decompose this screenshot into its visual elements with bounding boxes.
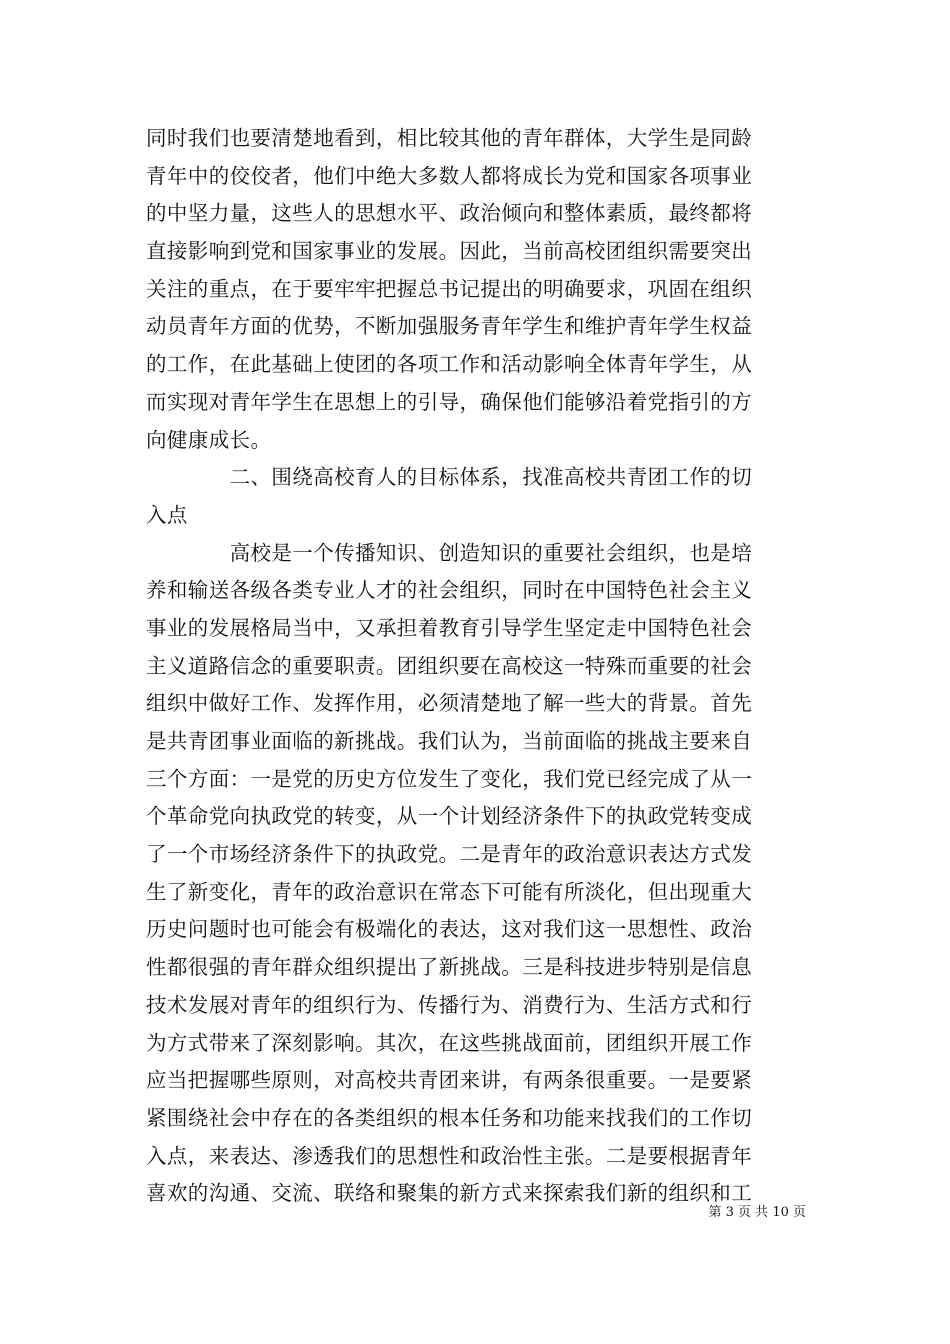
text-line: 主义道路信念的重要职责。团组织要在高校这一特殊而重要的社会 (146, 653, 753, 678)
section-heading: 二、围绕高校育人的目标体系，找准高校共青团工作的切 (146, 465, 753, 490)
text-line: 紧围绕社会中存在的各类组织的根本任务和功能来找我们的工作切 (146, 1105, 753, 1130)
section-heading-continuation: 入点 (146, 502, 188, 527)
page-number-footer: 第 3 页 共 10 页 (708, 1205, 806, 1220)
text-line: 动员青年方面的优势，不断加强服务青年学生和维护青年学生权益 (146, 314, 753, 339)
text-line: 养和输送各级各类专业人才的社会组织，同时在中国特色社会主义 (146, 578, 753, 603)
text-line: 向健康成长。 (146, 427, 272, 452)
text-line: 了一个市场经济条件下的执政党。二是青年的政治意识表达方式发 (146, 842, 753, 867)
text-line: 性都很强的青年群众组织提出了新挑战。三是科技进步特别是信息 (146, 955, 753, 980)
text-line: 入点，来表达、渗透我们的思想性和政治性主张。二是要根据青年 (146, 1143, 753, 1168)
text-line: 是共青团事业面临的新挑战。我们认为，当前面临的挑战主要来自 (146, 729, 753, 753)
text-line: 的工作，在此基础上使团的各项工作和活动影响全体青年学生，从 (146, 352, 753, 377)
text-line: 同时我们也要清楚地看到，相比较其他的青年群体，大学生是同龄 (146, 126, 753, 150)
text-line: 技术发展对青年的组织行为、传播行为、消费行为、生活方式和行 (146, 992, 753, 1017)
body-text (146, 120, 806, 1213)
text-line: 历史问题时也可能会有极端化的表达，这对我们这一思想性、政治 (146, 917, 753, 942)
text-line: 事业的发展格局当中，又承担着教育引导学生坚定走中国特色社会 (146, 615, 753, 640)
text-line: 的中坚力量，这些人的思想水平、政治倾向和整体素质，最终都将 (146, 201, 753, 226)
text-line: 为方式带来了深刻影响。其次，在这些挑战面前，团组织开展工作 (146, 1030, 753, 1055)
text-line: 个革命党向执政党的转变，从一个计划经济条件下的执政党转变成 (146, 804, 753, 829)
text-line: 三个方面：一是党的历史方位发生了变化，我们党已经完成了从一 (146, 766, 753, 791)
text-line: 喜欢的沟通、交流、联络和聚集的新方式来探索我们新的组织和工 (146, 1181, 753, 1206)
text-line: 直接影响到党和国家事业的发展。因此，当前高校团组织需要突出 (146, 239, 753, 264)
text-line: 高校是一个传播知识、创造知识的重要社会组织，也是培 (146, 540, 753, 565)
text-line: 关注的重点，在于要牢牢把握总书记提出的明确要求，巩固在组织 (146, 276, 753, 301)
text-line: 应当把握哪些原则，对高校共青团来讲，有两条很重要。一是要紧 (146, 1068, 753, 1093)
text-line: 青年中的佼佼者，他们中绝大多数人都将成长为党和国家各项事业 (146, 163, 753, 188)
text-line: 组织中做好工作、发挥作用，必须清楚地了解一些大的背景。首先 (146, 691, 753, 716)
text-line: 而实现对青年学生在思想上的引导，确保他们能够沿着党指引的方 (146, 389, 753, 414)
text-line: 生了新变化，青年的政治意识在常态下可能有所淡化，但出现重大 (146, 879, 753, 904)
